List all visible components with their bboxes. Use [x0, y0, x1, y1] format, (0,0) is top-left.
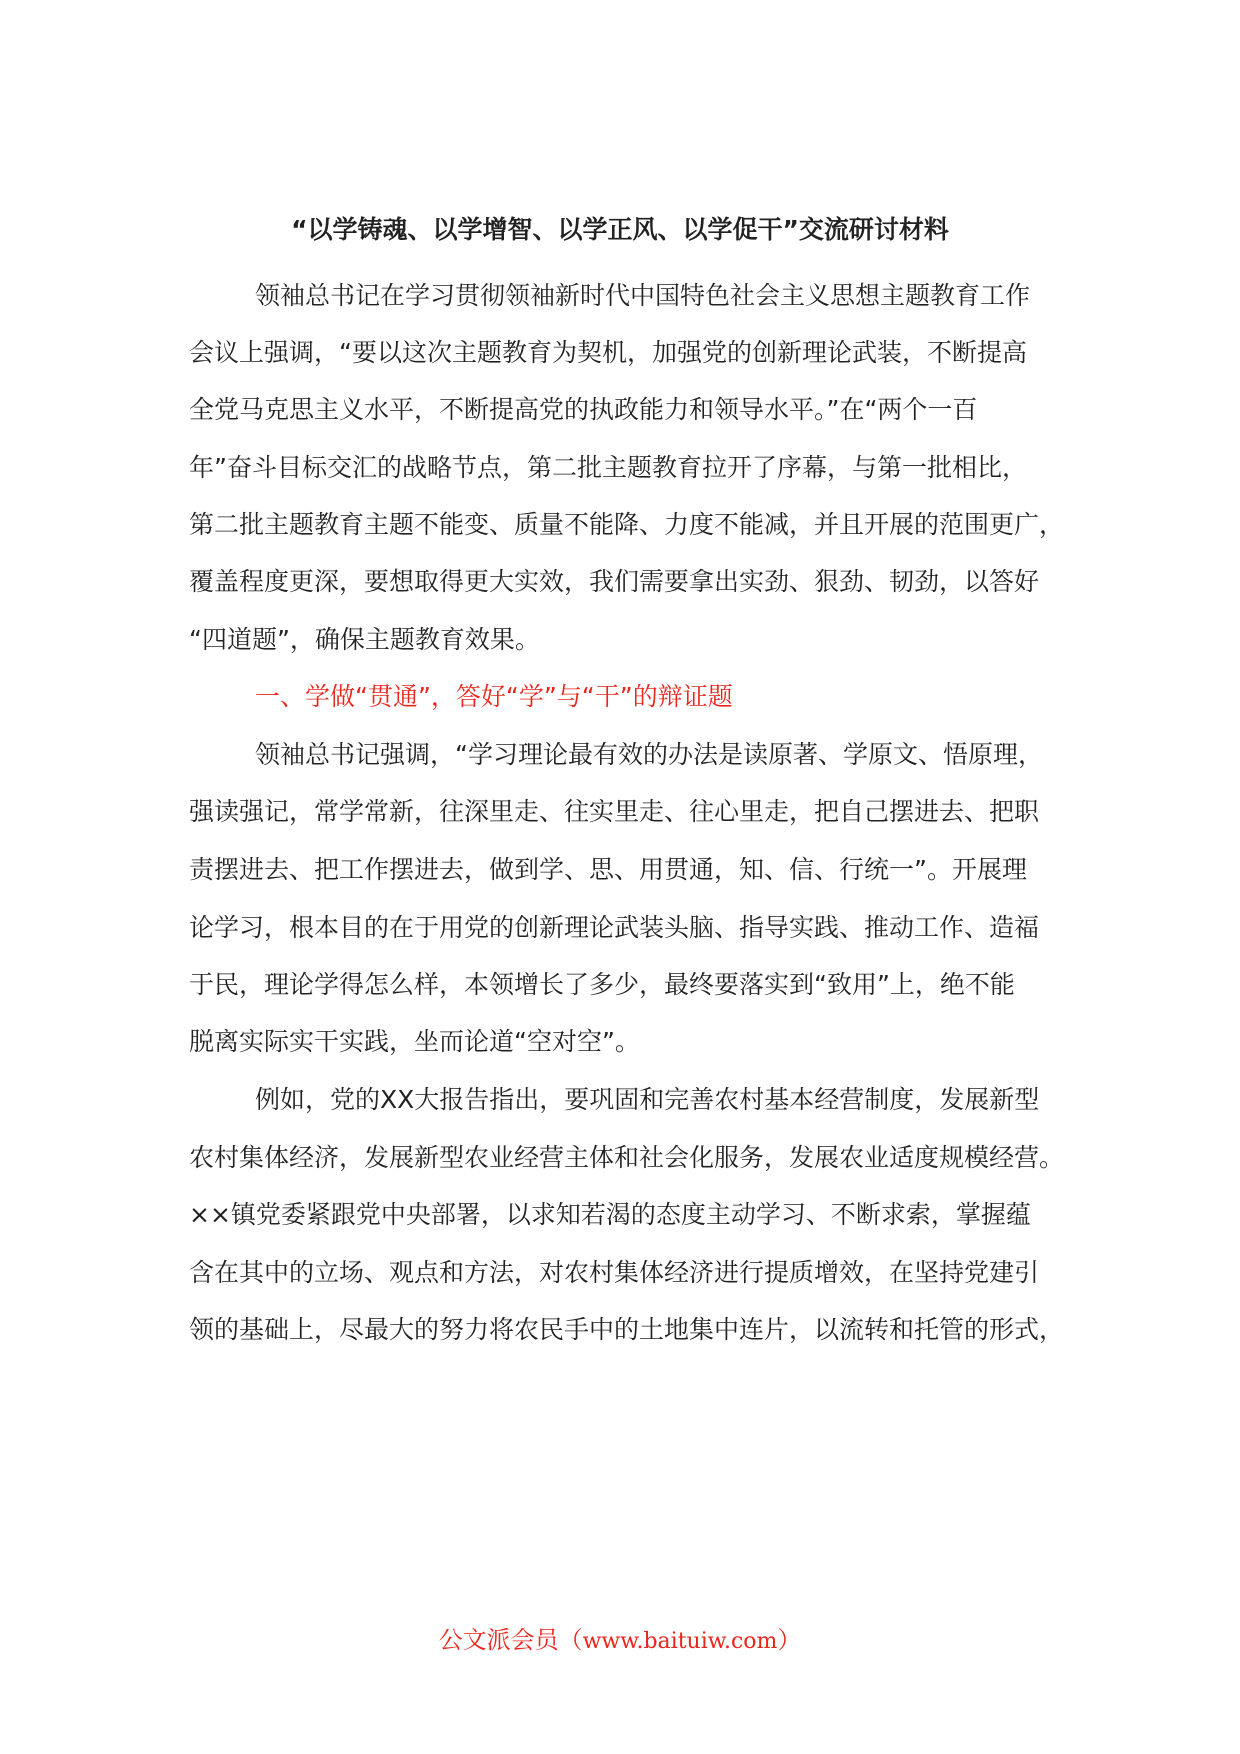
paragraph-3-line: 农村集体经济，发展新型农业经营主体和社会化服务，发展农业适度规模经营。 — [189, 1143, 1065, 1172]
paragraph-2-line: 领袖总书记强调，“学习理论最有效的办法是读原著、学原文、悟原理， — [255, 740, 1043, 769]
footer-membership — [0, 1620, 1240, 1662]
paragraph-3-line: 领的基础上，尽最大的努力将农民手中的土地集中连片，以流转和托管的形式， — [189, 1315, 1065, 1344]
paragraph-1-line: 第二批主题教育主题不能变、质量不能降、力度不能减，并且开展的范围更广， — [189, 510, 1065, 539]
paragraph-2-line: 强读强记，常学常新，往深里走、往实里走、往心里走，把自己摆进去、把职 — [189, 797, 1040, 826]
paragraph-1-line: 全党马克思主义水平，不断提高党的执政能力和领导水平。”在“两个一百 — [189, 395, 978, 424]
section-heading: 一、学做“贯通”，答好“学”与“干”的辩证题 — [255, 682, 733, 711]
paragraph-1-line: 领袖总书记在学习贯彻领袖新时代中国特色社会主义思想主题教育工作 — [255, 281, 1031, 310]
paragraph-2-line: 于民，理论学得怎么样，本领增长了多少，最终要落实到“致用”上，绝不能 — [189, 970, 1015, 999]
paragraph-3-line: 含在其中的立场、观点和方法，对农村集体经济进行提质增效，在坚持党建引 — [189, 1258, 1040, 1287]
paragraph-1-line: 覆盖程度更深，要想取得更大实效，我们需要拿出实劲、狠劲、韧劲，以答好 — [189, 567, 1040, 596]
footer-url-link[interactable]: www.baituiw.com — [582, 1629, 778, 1654]
paragraph-1-line: 会议上强调，“要以这次主题教育为契机，加强党的创新理论武装，不断提高 — [189, 338, 1027, 367]
footer-label: 公文派会员（ — [438, 1626, 583, 1654]
paragraph-1-line: “四道题”，确保主题教育效果。 — [189, 625, 540, 654]
paragraph-1-line: 年”奋斗目标交汇的战略节点，第二批主题教育拉开了序幕，与第一批相比， — [189, 453, 1027, 482]
paragraph-2-line: 论学习，根本目的在于用党的创新理论武装头脑、指导实践、推动工作、造福 — [189, 913, 1040, 942]
paragraph-3-line: ××镇党委紧跟党中央部署，以求知若渴的态度主动学习、不断求索，掌握蕴 — [189, 1200, 1031, 1229]
paragraph-2-line: 脱离实际实干实践，坐而论道“空对空”。 — [189, 1027, 640, 1056]
paragraph-3-line: 例如，党的XX大报告指出，要巩固和完善农村基本经营制度，发展新型 — [255, 1085, 1040, 1114]
document-title: “以学铸魂、以学增智、以学正风、以学促干”交流研讨材料 — [291, 215, 949, 244]
footer-close: ） — [777, 1626, 802, 1654]
paragraph-2-line: 责摆进去、把工作摆进去，做到学、思、用贯通，知、信、行统一”。开展理 — [189, 855, 1027, 884]
